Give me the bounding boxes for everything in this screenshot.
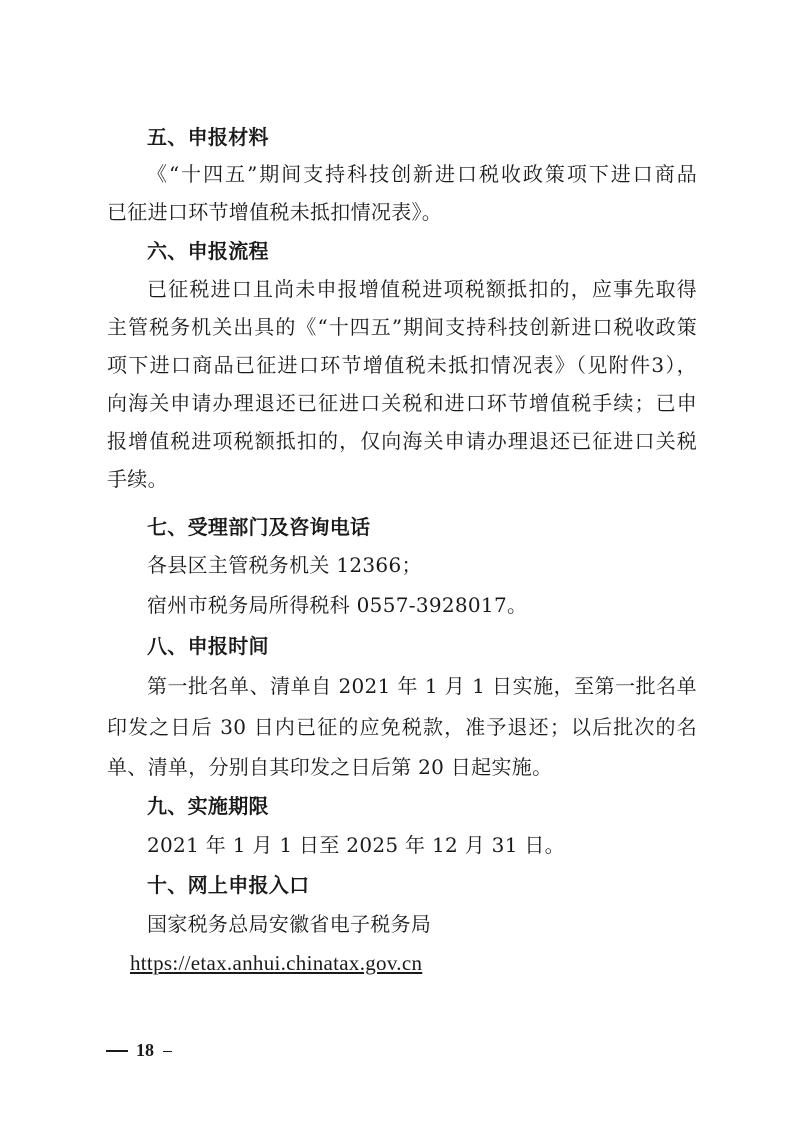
section-6-line-4: 向海关申请办理退还已征进口关税和进口环节增值税手续；已申: [107, 391, 697, 415]
section-8-line-2: 印发之日后 30 日内已征的应免税款，准予退还；以后批次的名: [107, 715, 697, 739]
section-8-line-3: 单、清单，分别自其印发之日后第 20 日起实施。: [107, 755, 553, 779]
page-footer: [106, 1038, 172, 1063]
section-8-line-1: 第一批名单、清单自 2021 年 1 月 1 日实施，至第一批名单: [147, 674, 697, 698]
section-9-heading: 九、实施期限: [147, 794, 269, 818]
section-7-line-2: 宿州市税务局所得税科 0557-3928017。: [147, 593, 528, 617]
section-5-heading: 五、申报材料: [147, 125, 269, 149]
section-6-line-1: 已征税进口且尚未申报增值税进项税额抵扣的，应事先取得: [147, 277, 697, 301]
section-6-line-6: 手续。: [107, 467, 168, 491]
section-7-heading: 七、受理部门及咨询电话: [147, 515, 371, 539]
section-5-line-2: 已征进口环节增值税未抵扣情况表》。: [107, 200, 443, 224]
section-7-line-1: 各县区主管税务机关 12366；: [147, 553, 422, 577]
section-6-line-5: 报增值税进项税额抵扣的，仅向海关申请办理退还已征进口关税: [107, 429, 697, 453]
etax-url-link[interactable]: https://etax.anhui.chinatax.gov.cn: [130, 951, 423, 975]
section-6-line-3: 项下进口商品已征进口环节增值税未抵扣情况表》（见附件3），: [107, 353, 697, 377]
section-10-heading: 十、网上申报入口: [147, 873, 310, 897]
section-10-line-1: 国家税务总局安徽省电子税务局: [147, 912, 432, 936]
section-6-line-2: 主管税务机关出具的《“十四五”期间支持科技创新进口税收政策: [107, 315, 697, 339]
footer-dash-right: [163, 1051, 172, 1052]
section-9-line-1: 2021 年 1 月 1 日至 2025 年 12 月 31 日。: [147, 833, 565, 857]
section-5-line-1: 《“十四五”期间支持科技创新进口税收政策项下进口商品: [147, 162, 697, 186]
page-number: 18: [136, 1040, 154, 1060]
footer-dash-left: [106, 1050, 128, 1052]
section-6-heading: 六、申报流程: [147, 239, 269, 263]
section-8-heading: 八、申报时间: [147, 634, 269, 658]
